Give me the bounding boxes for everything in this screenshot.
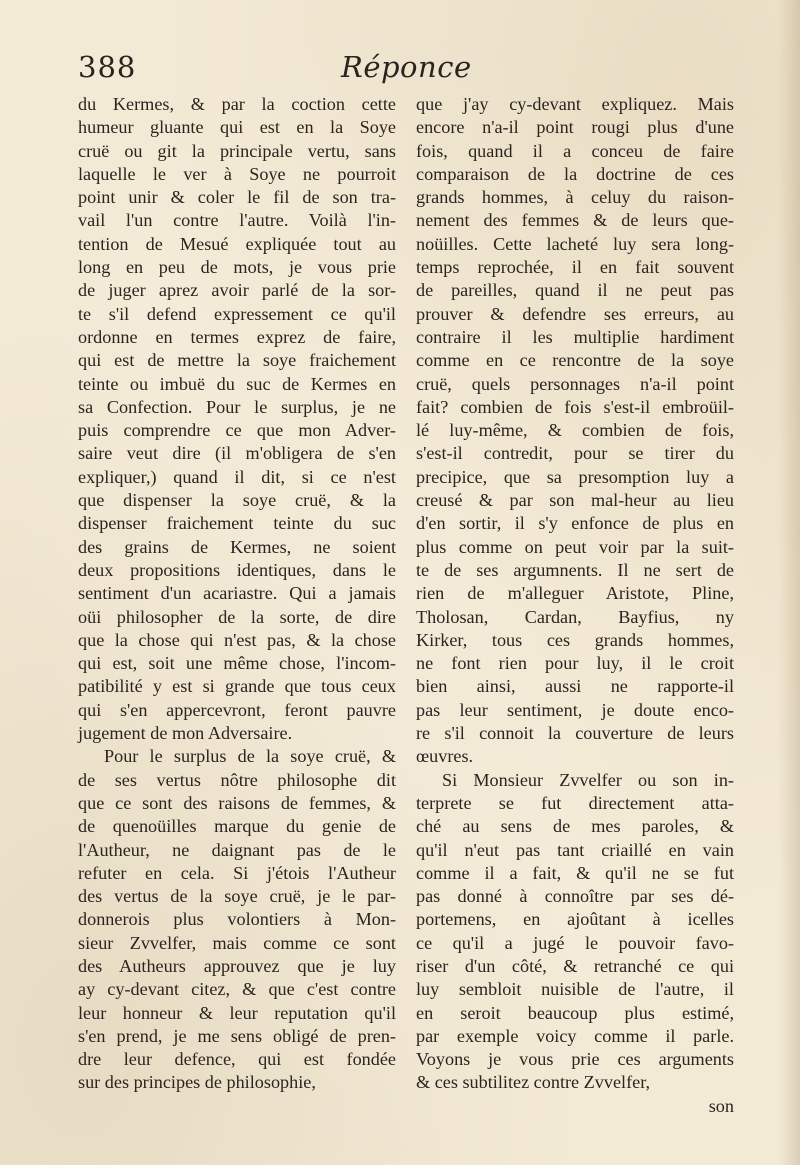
text-line: saire veut dire (il m'obligera de s'en (78, 443, 396, 464)
text-line: qui est, soit une même chose, l'incom- (78, 653, 396, 674)
text-line: deux propositions identiques, dans le (78, 559, 396, 580)
text-line: refuter en cela. Si j'étois l'Autheur (78, 862, 396, 883)
text-line: contraire il les multiplie hardiment (416, 326, 734, 347)
text-line: vail l'un contre l'autre. Voilà l'in- (78, 210, 396, 231)
text-line: re s'il connoit la couverture de leurs (416, 723, 734, 744)
text-line: expliquer,) quand il dit, si ce n'est (78, 466, 396, 487)
text-line: ne font rien pour luy, il le croit (416, 653, 734, 674)
text-line: ce qu'il a jugé le pouvoir favo- (416, 932, 734, 953)
text-line: comme en ce rencontre de la soye (416, 350, 734, 371)
text-line: sur des principes de philosophie, (78, 1072, 316, 1093)
text-line: pas leur sentiment, je doute enco- (416, 699, 734, 720)
text-line: point unir & coler le fil de son tra- (78, 187, 396, 208)
text-line: riser d'un côté, & retranché ce qui (416, 955, 734, 976)
text-line: te de ses argumnents. Il ne sert de (416, 559, 734, 580)
text-line: oüi philosopher de la sorte, de dire (78, 606, 396, 627)
text-line: qui s'en appercevront, feront pauvre (78, 699, 396, 720)
text-line: Voyons je vous prie ces arguments (416, 1049, 734, 1070)
text-line: grands hommes, à celuy du raison- (416, 187, 734, 208)
text-line: nement des femmes & de leurs que- (416, 210, 734, 231)
text-line: qui est de mettre la soye fraichement (78, 350, 396, 371)
text-line: dispenser fraichement teinte du suc (78, 513, 396, 534)
text-line: de pareilles, quand il ne peut pas (416, 280, 734, 301)
text-line: en seroit beaucoup plus estimé, (416, 1002, 734, 1023)
text-line: temps reprochée, il en fait souvent (416, 257, 734, 278)
text-line: ordonne en termes exprez de faire, (78, 326, 396, 347)
text-line: bien ainsi, aussi ne rapporte-il (416, 676, 734, 697)
text-line: plus comme on peut voir par la suit- (416, 536, 734, 557)
text-line: de ses vertus nôtre philosophe dit (78, 769, 396, 790)
text-line: leur honneur & leur reputation qu'il (78, 1002, 396, 1023)
text-line: de quenoüilles marque du genie de (78, 816, 396, 837)
text-line: terprete se fut directement atta- (416, 792, 734, 813)
text-line: humeur gluante qui est en la Soye (78, 117, 396, 138)
text-line: patibilité y est si grande que tous ceux (78, 676, 396, 697)
text-line: des grains de Kermes, ne soient (78, 536, 396, 557)
text-line: Si Monsieur Zvvelfer ou son in- (442, 769, 734, 790)
text-line: que dispenser la soye cruë, & la (78, 490, 396, 511)
text-line: s'en prend, je me sens obligé de pren- (78, 1025, 396, 1046)
text-line: dre leur defence, qui est fondée (78, 1049, 396, 1070)
catchword: son (708, 1095, 734, 1116)
page-number: 388 (78, 50, 137, 84)
text-line: & ces subtilitez contre Zvvelfer, (416, 1072, 651, 1093)
text-line: luy sembloit nuisible de l'autre, il (416, 979, 734, 1000)
text-line: ay cy-devant citez, & que c'est contre (78, 979, 396, 1000)
page-edge-shadow (778, 0, 800, 1165)
text-line: que j'ay cy-devant expliquez. Mais (416, 94, 734, 114)
left-text-column (78, 93, 396, 1095)
text-line: tention de Mesué expliquée tout au (78, 233, 396, 254)
text-line: creusé & par son mal-heur au lieu (416, 490, 734, 511)
text-line: prouver & defendre ses erreurs, au (416, 303, 734, 324)
text-line: du Kermes, & par la coction cette (78, 94, 396, 114)
text-line: te s'il defend expressement ce qu'il (78, 303, 396, 324)
text-line: noüilles. Cette lacheté luy sera long- (416, 233, 734, 254)
text-line: œuvres. (416, 746, 474, 767)
text-line: s'est-il contredit, pour se tirer du (416, 443, 734, 464)
text-line: jugement de mon Adversaire. (78, 723, 293, 744)
page-header (76, 50, 766, 94)
text-line: sentiment d'un acariastre. Qui a jamais (78, 583, 396, 604)
text-line: par exemple voicy comme il parle. (416, 1025, 734, 1046)
text-line: que ce sont des raisons de femmes, & (78, 792, 396, 813)
text-line: donnerois plus volontiers à Mon- (78, 909, 396, 930)
text-line: que la chose qui n'est pas, & la chose (78, 629, 396, 650)
text-line: fois, quand il a conceu de faire (416, 140, 734, 161)
text-line: sa Confection. Pour le surplus, je ne (78, 396, 396, 417)
text-line: Kirker, tous ces grands hommes, (416, 629, 734, 650)
text-line: rien de m'alleguer Aristote, Pline, (416, 583, 734, 604)
text-line: d'en sortir, il s'y enfonce de plus en (416, 513, 734, 534)
text-line: ché au sens de mes paroles, & (416, 816, 734, 837)
text-line: de juger aprez avoir parlé de la sor- (78, 280, 396, 301)
text-line: Tholosan, Cardan, Bayfius, ny (416, 606, 734, 627)
text-line: l'Autheur, ne daignant pas de le (78, 839, 396, 860)
text-line: precipice, que sa presomption luy a (416, 466, 734, 487)
text-line: cruë, quels personnages n'a-il point (416, 373, 734, 394)
running-title: Réponce (341, 50, 472, 84)
text-line: qu'il n'eut pas tant criaillé en vain (416, 839, 734, 860)
text-line: fait? combien de fois s'est-il embroüil- (416, 396, 734, 417)
text-line: Pour le surplus de la soye cruë, & (104, 746, 396, 767)
text-line: puis comprendre ce que mon Adver- (78, 420, 396, 441)
text-line: cruë ou git la principale vertu, sans (78, 140, 396, 161)
text-line: sieur Zvvelfer, mais comme ce sont (78, 932, 396, 953)
text-line: teinte ou imbuë du suc de Kermes en (78, 373, 396, 394)
text-line: portemens, en ajoûtant à icelles (416, 909, 734, 930)
text-line: long en peu de mots, je vous prie (78, 257, 396, 278)
text-line: des vertus de la soye cruë, je le par- (78, 886, 396, 907)
text-line: comparaison de la doctrine de ces (416, 163, 734, 184)
text-line: encore n'a-il point rougi plus d'une (416, 117, 734, 138)
text-line: pas donné à connoître par ses dé- (416, 886, 734, 907)
text-line: laquelle le ver à Soye ne pourroit (78, 163, 396, 184)
text-line: des Autheurs approuvez que je luy (78, 955, 396, 976)
text-line: comme il a fait, & qu'il ne se fut (416, 862, 734, 883)
text-line: lé luy-même, & combien de fois, (416, 420, 734, 441)
right-text-column (416, 93, 734, 1118)
